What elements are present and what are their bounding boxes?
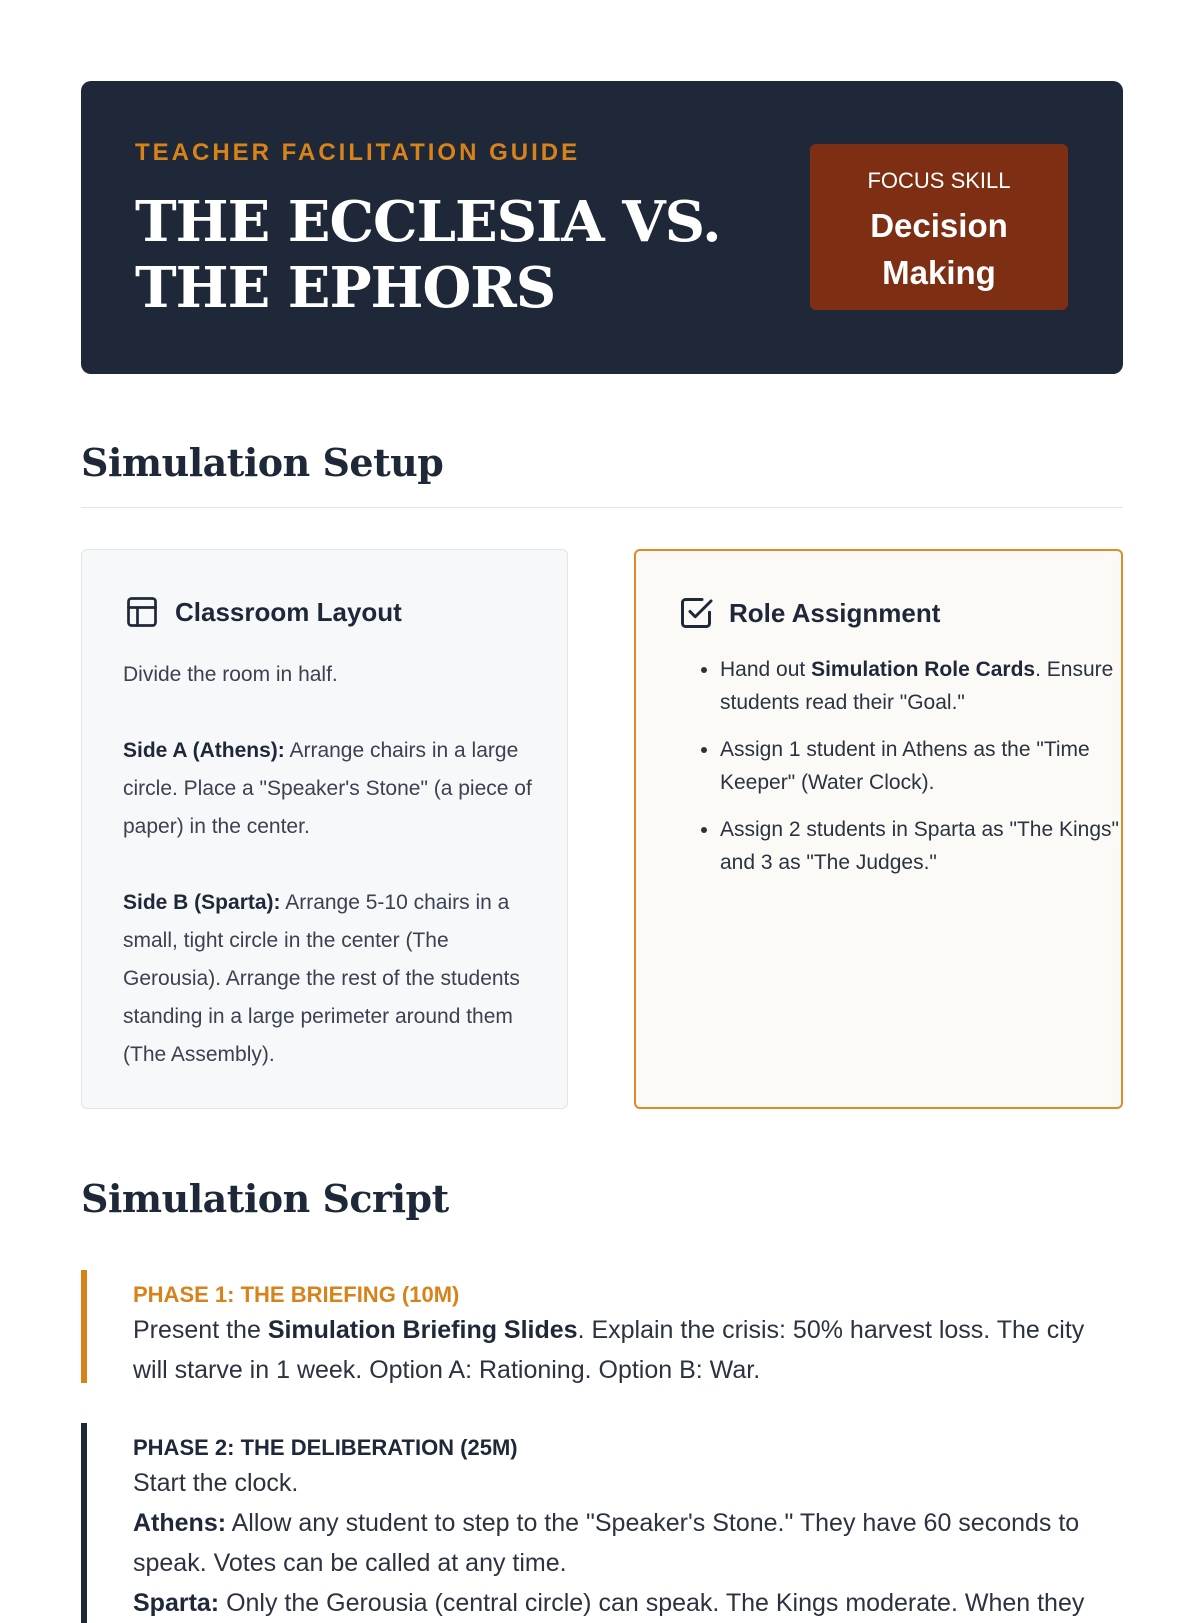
phase-2-block <box>81 1423 1123 1623</box>
layout-side-a <box>123 732 533 846</box>
layout-side-b <box>123 884 533 1074</box>
guide-header <box>81 81 1123 374</box>
side-b-label: Side B (Sparta): <box>123 891 281 914</box>
phase-1-post: . Explain the crisis: 50% harvest loss. The city will starve in 1 week. Option A: Rationing. Option B: War. <box>133 1316 1085 1384</box>
sparta-label: Sparta: <box>133 1589 220 1617</box>
list-item <box>720 653 1120 719</box>
phase-1-bold: Simulation Briefing Slides <box>267 1316 578 1344</box>
sparta-text: Only the Gerousia (central circle) can speak. The Kings moderate. When they <box>219 1589 1085 1617</box>
focus-value-line-1: Decision <box>870 207 1008 244</box>
layout-icon <box>124 594 160 630</box>
role-assignment-list <box>680 653 1120 893</box>
role-assignment-header <box>678 595 940 631</box>
phase-2-line-1: Start the clock. <box>133 1469 299 1497</box>
checkbox-icon <box>678 595 714 631</box>
phase-2-body <box>133 1463 1123 1623</box>
section-divider <box>81 507 1123 508</box>
phase-2-athens <box>133 1503 1123 1583</box>
setup-section-title: Simulation Setup <box>81 440 444 485</box>
focus-skill-value <box>810 202 1068 296</box>
athens-label: Athens: <box>133 1509 227 1537</box>
list-item: • Assign 1 student in Athens as the "Time Keeper" (Water Clock). <box>720 733 1120 799</box>
side-a-label: Side A (Athens): <box>123 739 285 762</box>
page-title <box>135 189 721 321</box>
layout-intro: Divide the room in half. <box>123 663 338 686</box>
list-item: • Assign 2 students in Sparta as "The Kings" and 3 as "The Judges." <box>720 813 1120 879</box>
side-a-text: Arrange chairs in a large circle. Place a "Speaker's Stone" (a piece of paper) in the center. <box>123 739 532 838</box>
role-item-1-post: . Ensure students read their "Goal." <box>720 658 1114 714</box>
role-item-1-bold: Simulation Role Cards <box>811 658 1036 681</box>
title-line-1: THE ECCLESIA VS. <box>135 189 721 255</box>
athens-text: Allow any student to step to the "Speaker's Stone." They have 60 seconds to speak. Votes can be called at any time. <box>133 1509 1080 1577</box>
focus-skill-label: FOCUS SKILL <box>867 168 1011 193</box>
phase-2-sparta <box>133 1583 1123 1623</box>
focus-value-line-2: Making <box>882 254 996 291</box>
role-assignment-title: Role Assignment <box>729 597 941 628</box>
classroom-layout-header <box>124 594 402 630</box>
script-section-title: Simulation Script <box>81 1176 449 1221</box>
phase-1-title: PHASE 1: THE BRIEFING (10M) <box>133 1282 460 1307</box>
side-b-text: Arrange 5-10 chairs in a small, tight circle in the center (The Gerousia). Arrange the rest of the students standing in a large perimeter around them (The Assembly). <box>123 891 520 1066</box>
phase-2-title: PHASE 2: THE DELIBERATION (25M) <box>133 1435 518 1460</box>
focus-skill-badge <box>810 144 1068 310</box>
classroom-layout-card <box>81 549 568 1109</box>
guide-eyebrow: TEACHER FACILITATION GUIDE <box>135 139 581 166</box>
classroom-layout-body <box>123 656 533 1074</box>
classroom-layout-title: Classroom Layout <box>175 596 402 627</box>
role-item-1-pre: Hand out <box>720 658 812 681</box>
role-assignment-card <box>634 549 1123 1109</box>
phase-1-body <box>133 1310 1123 1390</box>
title-line-2: THE EPHORS <box>135 255 556 321</box>
phase-1-block <box>81 1270 1123 1383</box>
phase-1-pre: Present the <box>133 1316 268 1344</box>
